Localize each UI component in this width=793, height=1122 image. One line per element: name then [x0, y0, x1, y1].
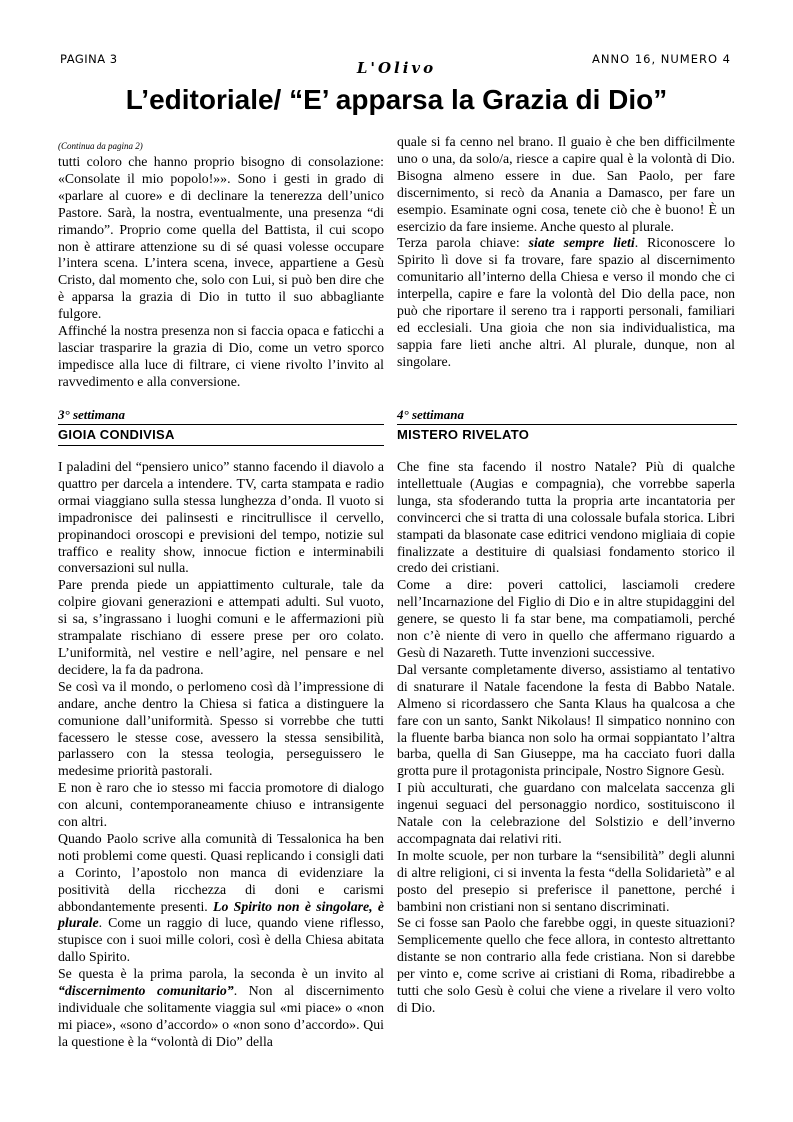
paragraph: I più acculturati, che guardano con malcelata saccenza gli ingenui seguaci del personaggio nordico, sostituiscono il Natale con la celebrazione del Solstizio e dell’inverno accompagnata dai relativi riti. [397, 780, 735, 846]
emphasis-text: Lo Spirito non è singolare, è plurale [58, 898, 385, 931]
paragraph: Se ci fosse san Paolo che farebbe oggi, in queste situazioni? Semplicemente quello che fece allora, in contesto altrettanto distante se non contrario alla fede cristiana. Non si darebbe per vinto e, come scrive ai cristiani di Roma, ribadirebbe a tutti che solo Gesù è colui che viene a rivelare il vero volto di Dio. [397, 915, 735, 1015]
column-top-left [58, 140, 384, 391]
section-heading-left: GIOIA CONDIVISA [58, 427, 175, 442]
column-bottom-left [58, 459, 384, 1051]
paragraph: Se così va il mondo, o perlomeno così dà l’impressione di andare, anche dentro la Chiesa si fatica a distinguere la comunione dall’uniformità. Spesso si vorrebbe che tutti facessero le stesse cose, avessero la stessa sensibilità, parlassero con la stessa teologia, perseguissero le medesime priorità pastorali. [58, 678, 384, 779]
paragraph: quale si fa cenno nel brano. Il guaio è che ben difficilmente uno o una, da solo/a, riesce a capire qual è la volontà di Dio. Bisogna almeno essere in due. San Paolo, per fare discernimento, si recò da Anania a Damasco, per fare un esempio. Esaminate ogni cosa, tenete ciò che è buono! È un esercizio da fare insieme. Anche questo al plurale. [397, 134, 735, 234]
paragraph: Affinché la nostra presenza non si faccia opaca e faticchi a lasciar trasparire la grazia di Dio, come un vetro sporco impedisce alla luce di filtrare, ci viene rivolto l’invito al ravvedimento e alla conversione. [58, 323, 384, 389]
divider [58, 445, 384, 446]
text-span: . Riconoscere lo Spirito lì dove si fa trovare, fare spazio al discernimento comunitario all’interno della Chiesa e verso il mondo che ci interpella, capire e fare la volontà del Dio della pace, non può che riportare il sereno tra i rapporti personali, familiari ed ecclesiali. Una gioia che non sia individualistica, ma sappia fare lieti anche altri. Al plurale, dunque, non al singolare. [397, 235, 735, 369]
paragraph: Pare prenda piede un appiattimento culturale, tale da colpire giovani generazioni e attempati adulti. Sul vuoto, si sa, s’ingrassano i luoghi comuni e le affermazioni più strampalate rischiano di essere prese per oro colato. L’uniformità, nel vestire e nell’agire, nel pensare e nel decidere, la fa da padrona. [58, 577, 384, 677]
section-heading-right: MISTERO RIVELATO [397, 427, 530, 442]
week-label-left: 3° settimana [58, 407, 125, 422]
paragraph [58, 831, 384, 966]
text-span: Se questa è la prima parola, la seconda è un invito al [58, 966, 384, 982]
paragraph: Come a dire: poveri cattolici, lasciamoli credere nell’Incarnazione del Figlio di Dio e in altre stupidaggini del genere, se questo li fa star bene, ma compatiamoli, perché non c’è niente di vero in quello che affermano riguardo a Gesù di Nazareth. Tutte invenzioni successive. [397, 577, 735, 660]
page-number: PAGINA 3 [60, 52, 118, 66]
paragraph [397, 235, 735, 370]
paragraph: Che fine sta facendo il nostro Natale? Più di qualche intellettuale (Augias e compagnia), che vorrebbe saperla lunga, sta sfoderando tutta la propria arte incantatoria per convincerci che si tratta di una colossale bufala storica. Libri stampati da blasonate case editrici vendono migliaia di copie finalizzate a destituire di qualsiasi fondamento storico il credo dei cristiani. [397, 459, 735, 576]
article-title: L’editoriale/ “E’ apparsa la Grazia di Dio” [125, 84, 668, 115]
paragraph [58, 966, 384, 1051]
continued-note: (Continua da pagina 2) [58, 141, 143, 151]
week-label-right: 4° settimana [397, 407, 464, 422]
text-span: Terza parola chiave: [397, 235, 529, 251]
text-span: Quando Paolo scrive alla comunità di Tessalonica ha ben noti problemi come questi. Quasi replicando i consigli dati a Corinto, l’apostolo non manca di evidenziare la positività della ricchezza di doni e carismi abbondantemente presenti. [58, 830, 384, 914]
column-top-right [397, 134, 735, 371]
paragraph: I paladini del “pensiero unico” stanno facendo il diavolo a quattro per darcela a intendere. TV, carta stampata e radio ormai viaggiano sulla stessa lunghezza d’onda. Il vuoto si impadronisce dei palinsesti e rincitrullisce il cervello, propinandoci oroscopi e previsioni del tempo, notizie sul traffico e reality show, innocue fiction e interminabili conversazioni sul nulla. [58, 459, 384, 576]
masthead-logo: L'Olivo [356, 59, 437, 77]
paragraph: In molte scuole, per non turbare la “sensibilità” degli alunni di altre religioni, ci si inventa la festa “della Solidarietà” e al posto del presepio si preferisce il panettone, perché i bambini non cristiani non si sentano discriminati. [397, 847, 735, 914]
paragraph: E non è raro che io stesso mi faccia promotore di dialogo con alcuni, contemporaneamente chiuso e intransigente con altri. [58, 780, 384, 830]
text-span: . Come un raggio di luce, quando viene riflesso, stupisce con i suoi mille colori, così è della Chiesa abitata dallo Spirito. [58, 915, 384, 965]
text-span: . Non al discernimento individuale che solitamente viaggia sul «mi piace» o «non mi piace», «sono d’accordo» o «non sono d’accordo». Qui la questione è la “volontà di Dio” della [58, 983, 384, 1049]
emphasis-text: “discernimento comunitario” [58, 983, 234, 999]
divider [58, 424, 384, 425]
column-bottom-right [397, 459, 735, 1017]
paragraph: tutti coloro che hanno proprio bisogno di consolazione: «Consolate il mio popolo!»». Sono i gesti in grado di «parlare al cuore» e di declinare la tenerezza dell’unico Pastore. Sarà, la nostra, eventualmente, una presenza “di rimando”. Proprio come quella del Battista, il cui scopo non è attirare attenzione su di sé quasi volesse occupare l’intera scena. L’intera scena, invece, appartiene a Gesù Cristo, dal momento che, solo con Lui, si può ben dire che è apparsa la grazia di Dio in tutto il suo abbagliante fulgore. [58, 154, 384, 322]
divider [397, 424, 737, 425]
issue-number: ANNO 16, NUMERO 4 [592, 52, 731, 66]
paragraph: Dal versante completamente diverso, assistiamo al tentativo di snaturare il Natale facendone la festa di Babbo Natale. Almeno si ricordassero che Santa Klaus ha qualcosa a che fare con un santo, Sankt Nikolaus! Il simpatico nonnino con la fluente barba bianca non solo ha ormai soppiantato l’altra barba, quella di San Giuseppe, ma ha cacciato fuori dalla grotta pure il protagonista principale, Nostro Signore Gesù. [397, 661, 735, 779]
emphasis-text: siate sempre lieti [528, 235, 635, 251]
